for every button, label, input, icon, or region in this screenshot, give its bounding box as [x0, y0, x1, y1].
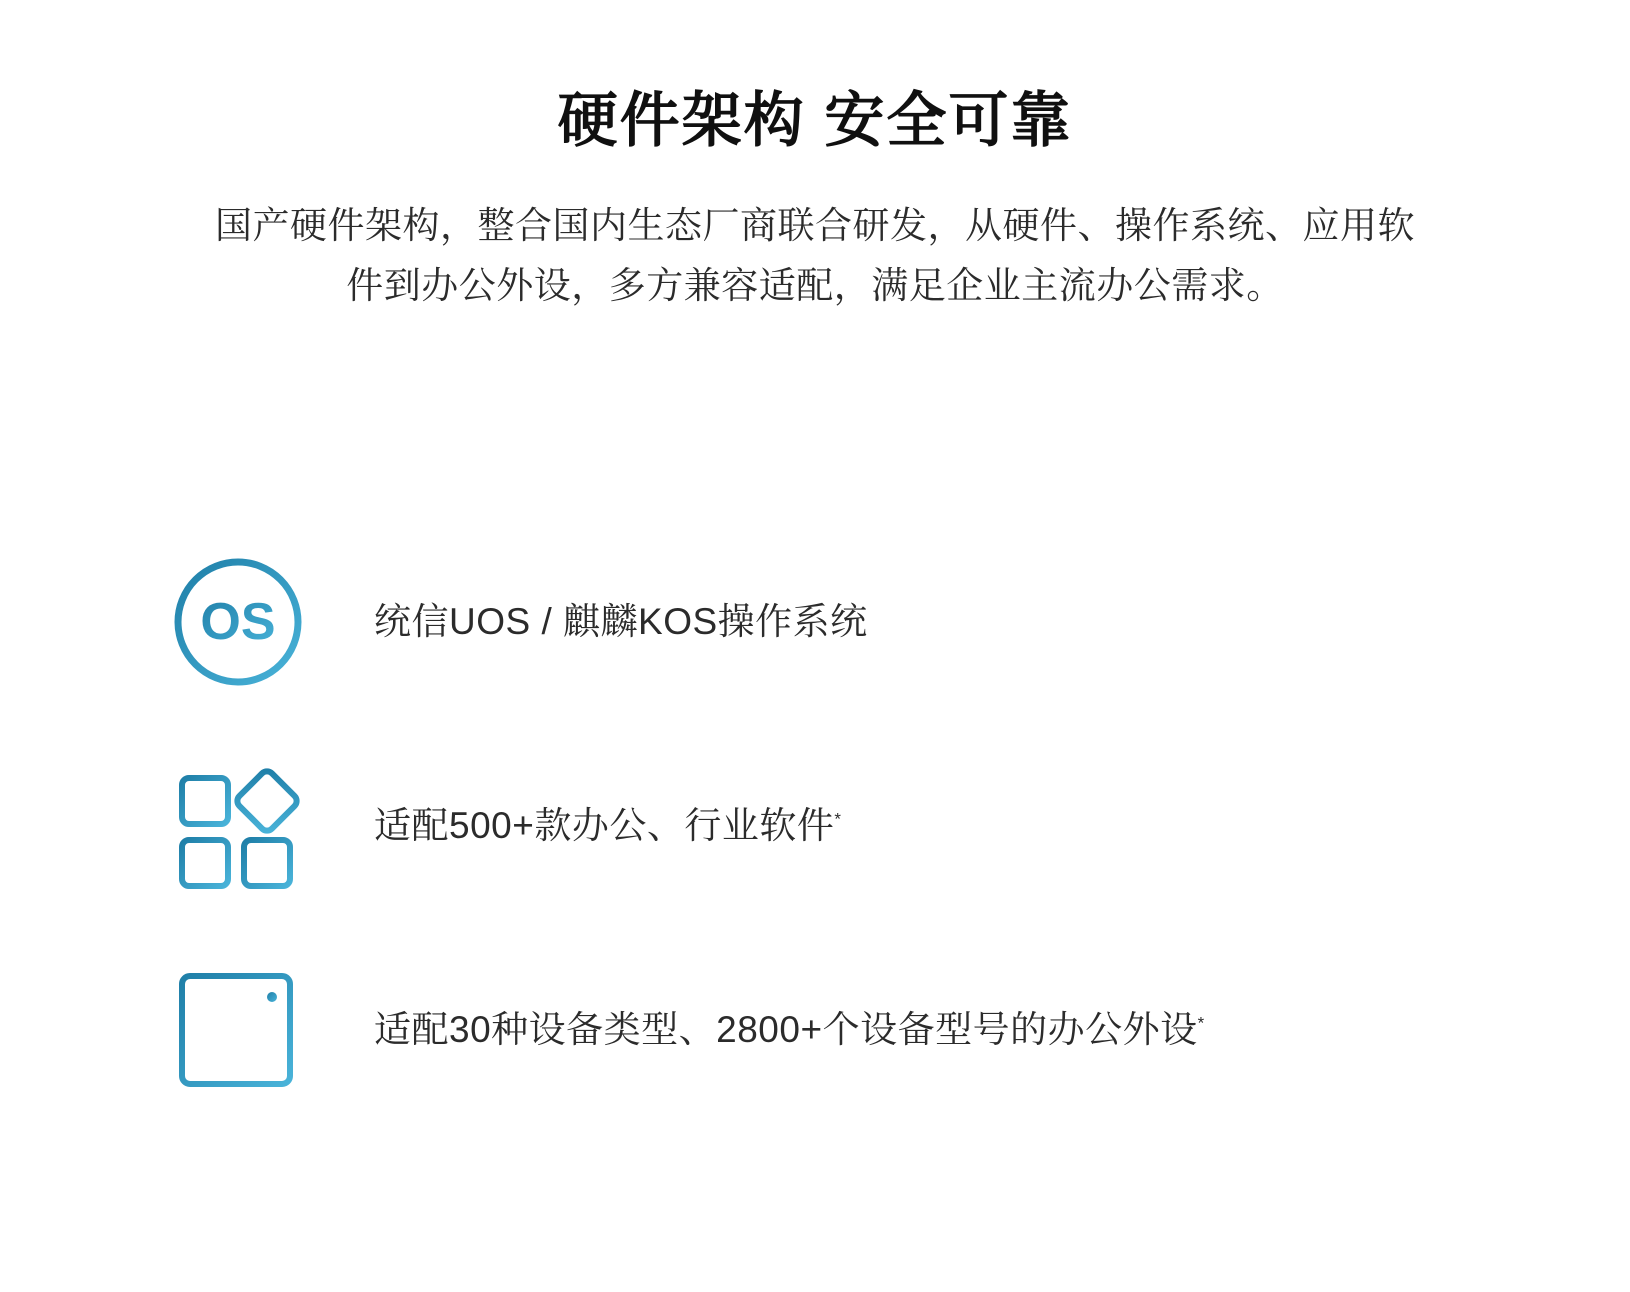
feature-list — [0, 520, 1630, 1132]
svg-text:OS: OS — [200, 593, 276, 651]
list-item — [0, 724, 1630, 928]
list-item-label — [368, 1006, 1205, 1054]
footnote-marker-3: * — [1197, 1013, 1205, 1033]
list-item-label — [368, 598, 868, 646]
printer-plus-icon — [168, 960, 368, 1100]
list-item — [0, 520, 1630, 724]
page-title: 硬件架构 安全可靠 — [557, 87, 1073, 154]
feature-text-3: 适配30种设备类型、2800+个设备型号的办公外设 — [374, 1008, 1198, 1050]
os-circle-icon — [168, 552, 368, 692]
section-description: 国产硬件架构，整合国内生态厂商联合研发，从硬件、操作系统、应用软件到办公外设，多方兼容适配，满足企业主流办公需求。 — [215, 205, 1415, 306]
footnote-marker-2: * — [834, 809, 842, 829]
list-item — [0, 928, 1630, 1132]
feature-text-1: 统信UOS / 麒麟KOS操作系统 — [374, 600, 868, 642]
feature-text-2: 适配500+款办公、行业软件 — [374, 804, 835, 846]
list-item-label — [368, 802, 841, 850]
app-tiles-icon — [168, 756, 368, 896]
